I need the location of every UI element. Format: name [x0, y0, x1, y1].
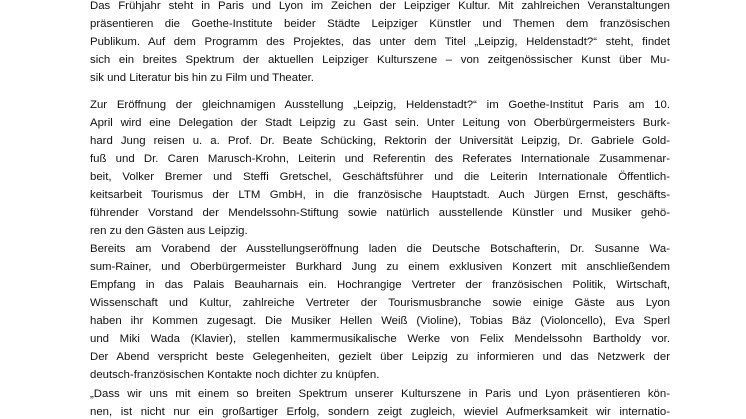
text-line: beit, Volker Bremer und Steffi Gretschel, Geschäftsführer und die Leiterin Internationale Öffentlich- [90, 171, 670, 183]
text-line: „Dass wir uns mit einem so breiten Spektrum unserer Kulturszene in Paris und Lyon präsentieren kön- [90, 388, 670, 400]
text-line: fuß und Dr. Caren Marusch-Krohn, Leiterin und Referentin des Referates Internationale Zusammenar- [90, 153, 670, 165]
paragraph-2 [90, 96, 670, 240]
text-line: ren zu den Gästen aus Leipzig. [90, 225, 248, 237]
text-line: hard Jung reisen u. a. Prof. Dr. Beate Schücking, Rektorin der Universität Leipzig, Dr. Gabriele Gold- [90, 135, 670, 147]
text-line: Wissenschaft und Kultur, zahlreiche Vertreter der Tourismusbranche sowie einige Gäste aus Lyon [90, 297, 670, 309]
text-line: sum-Rainer, und Oberbürgermeister Burkhard Jung zu einem exklusiven Konzert mit anschließendem [90, 261, 670, 273]
text-line: Der Abend verspricht beste Gelegenheiten, gezielt über Leipzig zu informieren und das Netzwerk der [90, 351, 670, 363]
text-line: Zur Eröffnung der gleichnamigen Ausstellung „Leipzig, Heldenstadt?“ im Goethe-Institut Paris am 10. [90, 99, 670, 111]
text-line: Das Frühjahr steht in Paris und Lyon im Zeichen der Leipziger Kultur. Mit zahlreichen Veranstaltungen [90, 0, 670, 12]
text-line: keitsarbeit Tourismus der LTM GmbH, in die französische Hauptstadt. Auch Jürgen Ernst, geschäfts- [90, 189, 670, 201]
paragraph-1 [90, 0, 670, 87]
document-page [90, 0, 670, 419]
text-line: sich ein breites Spektrum der aktuellen Leipziger Kulturszene – von zeitgenössischer Kunst über Mu- [90, 54, 670, 66]
paragraph-3 [90, 240, 670, 384]
text-line: Empfang in das Palais Beauharnais ein. Hochrangige Vertreter der französischen Politik, Wirtschaft, [90, 279, 670, 291]
text-line: führender Vorstand der Mendelssohn-Stiftung sowie natürlich ausstellende Künstler und Musiker gehö- [90, 207, 670, 219]
text-line: deutsch-französischen Kontakte noch dichter zu knüpfen. [90, 369, 380, 381]
text-line: präsentieren die Goethe-Institute beider Städte Leipziger Künstler und Themen dem französischen [90, 18, 670, 30]
text-line: sik und Literatur bis hin zu Film und Theater. [90, 72, 314, 84]
text-line: haben ihr Kommen zugesagt. Die Musiker Hellen Weiß (Violine), Tobias Bäz (Violoncello), Eva Sperl [90, 315, 670, 327]
paragraph-4 [90, 385, 670, 419]
text-line: April wird eine Delegation der Stadt Leipzig zu Gast sein. Unter Leitung von Oberbürgermeisters Burk- [90, 117, 670, 129]
text-line: Publikum. Auf dem Programm des Projektes, das unter dem Titel „Leipzig, Heldenstadt?“ steht, findet [90, 36, 670, 48]
text-line: nen, ist nicht nur ein großartiger Erfolg, sondern zeigt zugleich, wieviel Aufmerksamkeit wir internatio- [90, 406, 670, 418]
text-line: und Miki Wada (Klavier), stellen kammermusikalische Werke von Felix Mendelssohn Bartholdy vor. [90, 333, 670, 345]
text-line: Bereits am Vorabend der Ausstellungseröffnung laden die Deutsche Botschafterin, Dr. Susanne Wa- [90, 243, 670, 255]
